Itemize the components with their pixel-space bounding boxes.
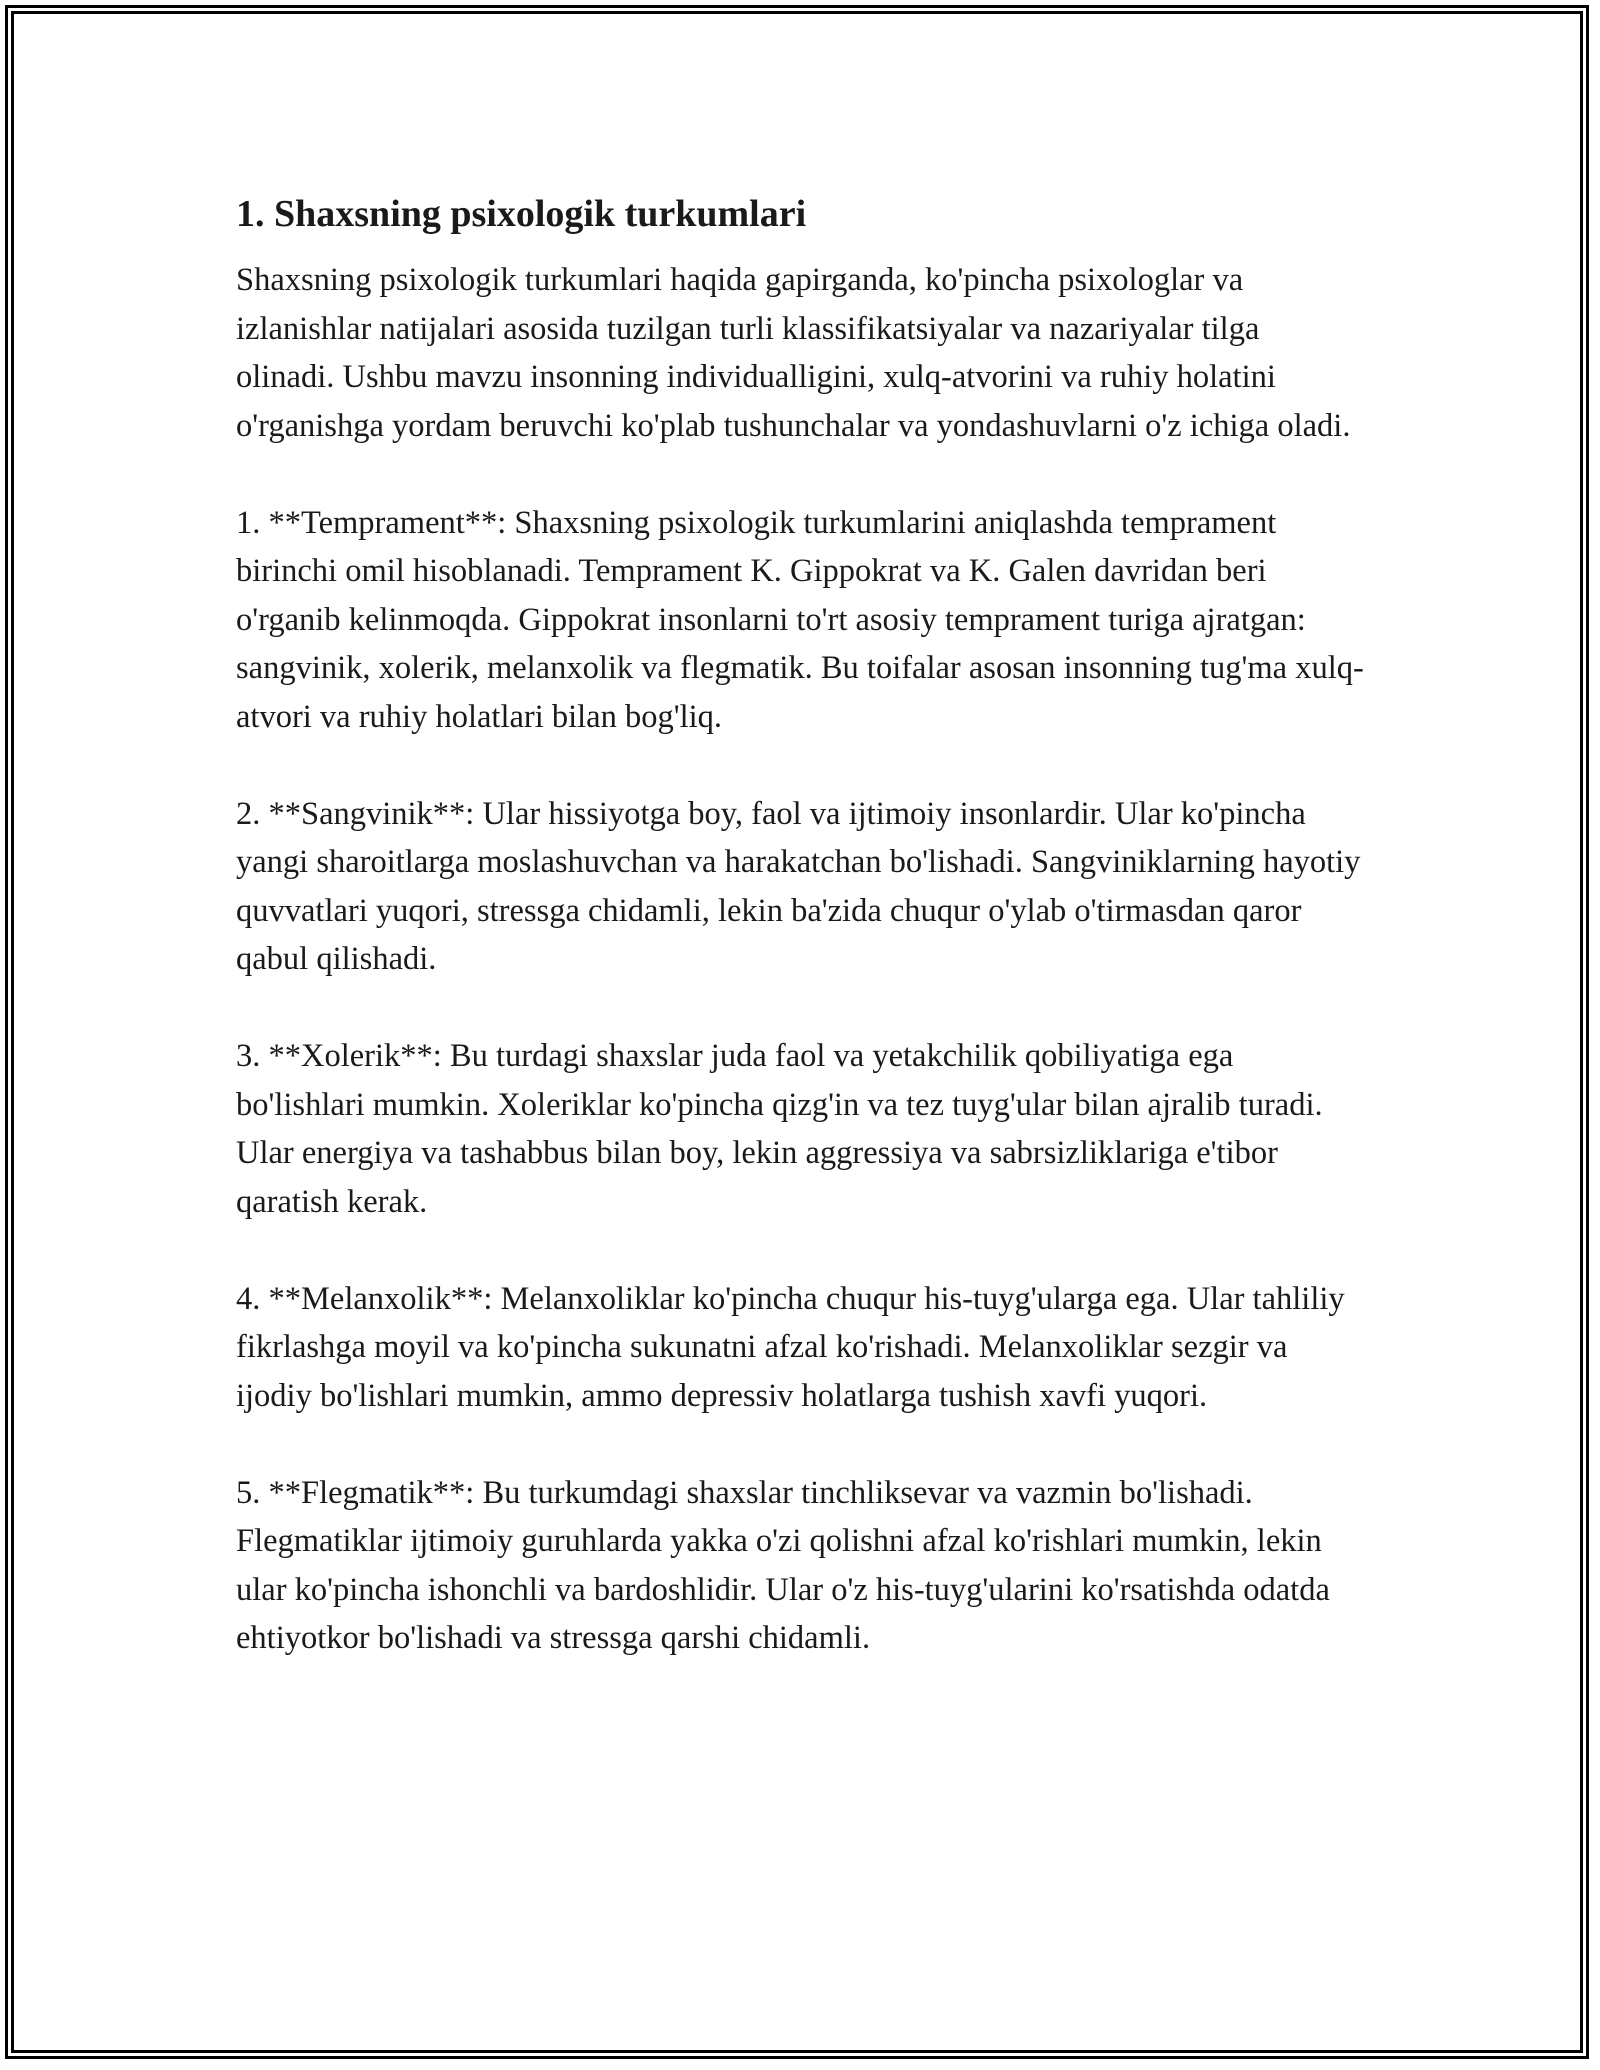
paragraph-temprament: 1. **Temprament**: Shaxsning psixologik turkumlarini aniqlashda temprament birinchi omil hisoblanadi. Temprament K. Gippokrat va K. Galen davridan beri o'rganib kelinmoqda. Gippokrat insonlarni to'rt asosiy temprament turiga ajratgan: sangvinik, xolerik, melanxolik va flegmatik. Bu toifalar asosan insonning tug'ma xulq-atvori va ruhiy holatlari bilan bog'liq. [236,504,1364,735]
document-title: 1. Shaxsning psixologik turkumlari [236,193,807,235]
intro-paragraph: Shaxsning psixologik turkumlari haqida gapirganda, ko'pincha psixologlar va izlanishlar natijalari asosida tuzilgan turli klassifikatsiyalar va nazariyalar tilga olinadi. Ushbu mavzu insonning individualligini, xulq-atvorini va ruhiy holatini o'rganishga yordam beruvchi ko'plab tushunchalar va yondashuvlarni o'z ichiga oladi. [236,262,1351,444]
paragraph-flegmatik: 5. **Flegmatik**: Bu turkumdagi shaxslar tinchliksevar va vazmin bo'lishadi. Flegmatiklar ijtimoiy guruhlarda yakka o'zi qolishni afzal ko'rishlari mumkin, lekin ular ko'pincha ishonchli va bardoshlidir. Ular o'z his-tuyg'ularini ko'rsatishda odatda ehtiyotkor bo'lishadi va stressga qarshi chidamli. [236,1474,1330,1656]
paragraph-melanxolik: 4. **Melanxolik**: Melanxoliklar ko'pincha chuqur his-tuyg'ularga ega. Ular tahliliy fikrlashga moyil va ko'pincha sukunatni afzal ko'rishadi. Melanxoliklar sezgir va ijodiy bo'lishlari mumkin, ammo depressiv holatlarga tushish xavfi yuqori. [236,1280,1345,1414]
document-body [236,186,1364,1711]
paragraph-sangvinik: 2. **Sangvinik**: Ular hissiyotga boy, faol va ijtimoiy insonlardir. Ular ko'pincha yangi sharoitlarga moslashuvchan va harakatchan bo'lishadi. Sangviniklarning hayotiy quvvatlari yuqori, stressga chidamli, lekin ba'zida chuqur o'ylab o'tirmasdan qaror qabul qilishadi. [236,795,1361,977]
paragraph-xolerik: 3. **Xolerik**: Bu turdagi shaxslar juda faol va yetakchilik qobiliyatiga ega bo'lishlari mumkin. Xoleriklar ko'pincha qizg'in va tez tuyg'ular bilan ajralib turadi. Ular energiya va tashabbus bilan boy, lekin aggressiya va sabrsizliklariga e'tibor qaratish kerak. [236,1038,1323,1220]
